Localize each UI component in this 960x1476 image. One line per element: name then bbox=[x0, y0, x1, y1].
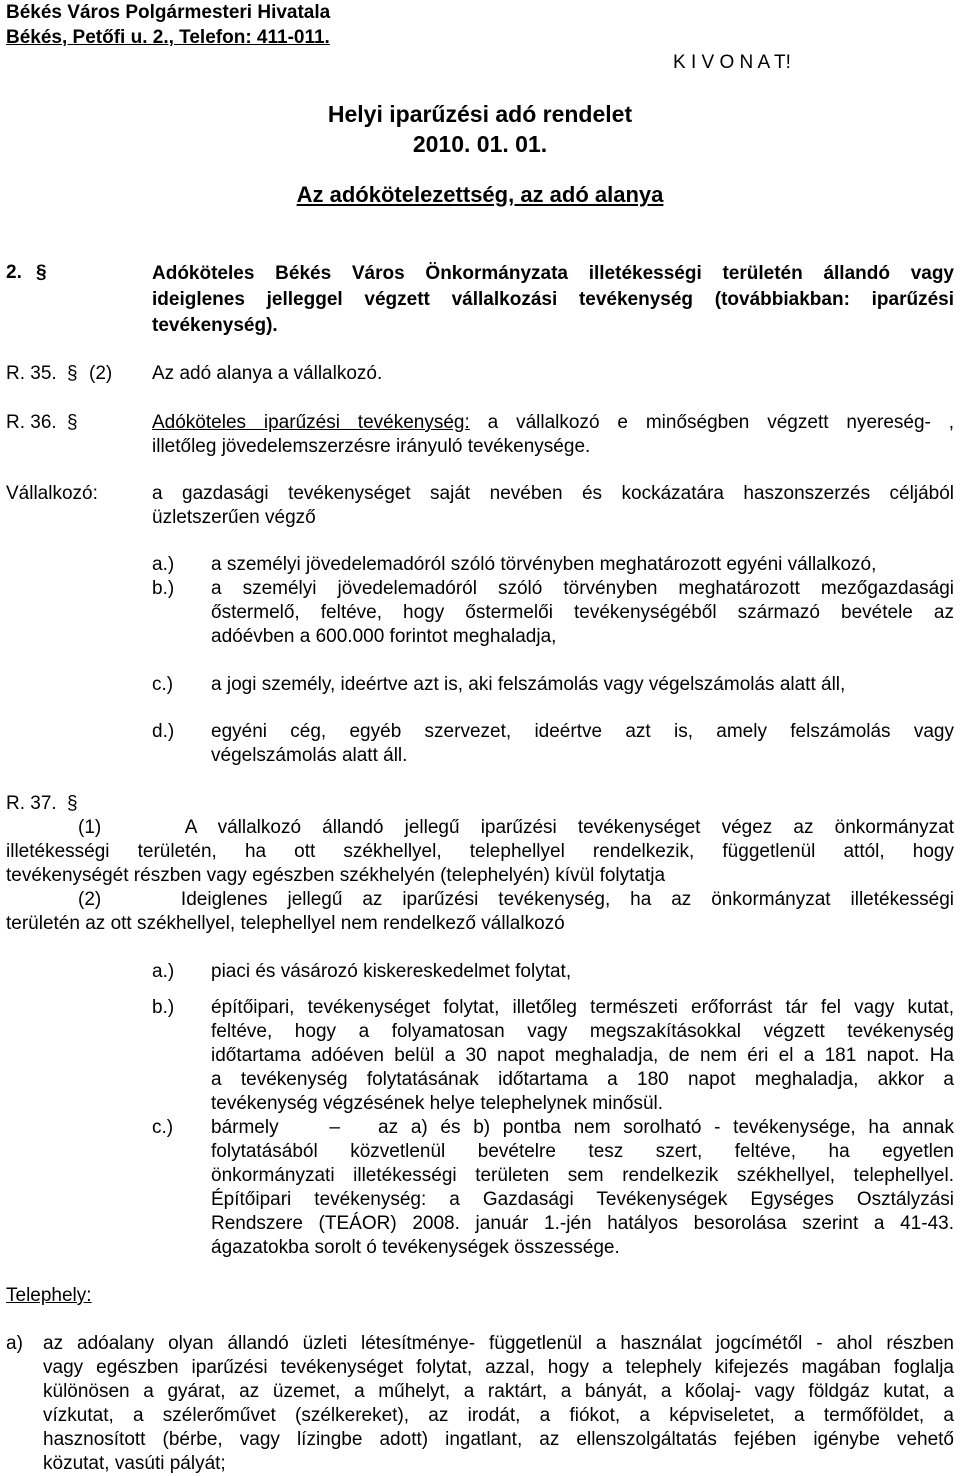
r37-item-b-1: építőipari, tevékenységet folytat, illetőleg természeti erőforrást tár fel vagy kutat, bbox=[211, 997, 954, 1018]
r37-item-b-3: időtartama adóéven belül a 30 napot meghaladja, de nem éri el a 181 napot. Ha bbox=[211, 1045, 954, 1066]
p2-line-1: Adóköteles Békés Város Önkormányzata illetékességi területén állandó vagy bbox=[152, 263, 954, 284]
vallalkozo-item-c-mark: c.) bbox=[152, 674, 174, 695]
r35-section-sign: § bbox=[67, 363, 78, 384]
p2-line-3: tevékenység). bbox=[152, 315, 278, 336]
r37-item-b-mark: b.) bbox=[152, 997, 175, 1018]
telephely-line-4: vízkutat, a szélerőművet (szélkereket), az irodát, a fiókot, a képviseletet, a termőföldet, a bbox=[43, 1405, 954, 1426]
r37-p2-line-1: (2) Ideiglenes jellegű az iparűzési tevékenység, ha az önkormányzat illetékességi bbox=[78, 889, 954, 910]
r37-p2-line-2: területén az ott székhellyel, telephellyel nem rendelkező vállalkozó bbox=[6, 913, 565, 934]
telephely-line-6: közutat, vasúti pályát; bbox=[43, 1453, 226, 1474]
telephely-label: Telephely: bbox=[6, 1285, 92, 1306]
section-heading: Az adókötelezettség, az adó alanya bbox=[296, 182, 664, 207]
r37-item-c-3: önkormányzati illetékességi területen sem rendelkezik székhellyel, telephellyel. bbox=[211, 1165, 954, 1186]
document-title: Helyi iparűzési adó rendelet bbox=[327, 101, 633, 127]
r36-section-sign: § bbox=[67, 412, 78, 433]
vallalkozo-item-d-mark: d.) bbox=[152, 721, 175, 742]
vallalkozo-item-b-1: a személyi jövedelemadóról szóló törvényben meghatározott mezőgazdasági bbox=[211, 578, 954, 599]
vallalkozo-def-2: üzletszerűen végző bbox=[152, 507, 316, 528]
vallalkozo-item-c: a jogi személy, ideértve azt is, aki felszámolás vagy végelszámolás alatt áll, bbox=[211, 674, 846, 695]
vallalkozo-item-d-1: egyéni cég, egyéb szervezet, ideértve azt is, amely felszámolás vagy bbox=[211, 721, 954, 742]
r37-item-c-6: ágazatokba sorolt ó tevékenységek összessége. bbox=[211, 1237, 620, 1258]
r36-line-1-rest: a vállalkozó e minőségben végzett nyereség- , bbox=[487, 412, 955, 433]
r37-ref: R. 37. bbox=[6, 793, 57, 814]
telephely-line-2: vagy egészben iparűzési tevékenységet folytat, azzal, hogy a telephely kifejezés magában foglalja bbox=[43, 1357, 954, 1378]
telephely-line-3: különösen a gyárat, az üzemet, a műhelyt, a raktárt, a bányát, a kőolaj- vagy földgáz kutat, a bbox=[43, 1381, 954, 1402]
r37-p1-line-1: (1) A vállalkozó állandó jellegű iparűzési tevékenységet végez az önkormányzat bbox=[78, 817, 954, 838]
vallalkozo-item-b-3: adóévben a 600.000 forintot meghaladja, bbox=[211, 626, 557, 647]
r37-item-c-1: bármely – az a) és b) pontba nem sorolható - tevékenysége, ha annak bbox=[211, 1117, 954, 1138]
r37-item-c-5: Rendszere (TEÁOR) 2008. január 1.-jén hatályos besorolása szerint a 41-43. bbox=[211, 1213, 954, 1234]
vallalkozo-item-b-2: őstermelő, feltéve, hogy őstermelői tevékenységéből származó bevétele az bbox=[211, 602, 954, 623]
office-address: Békés, Petőfi u. 2., Telefon: 411-011. bbox=[6, 27, 330, 48]
vallalkozo-def-1: a gazdasági tevékenységet saját nevében és kockázatára haszonszerzés céljából bbox=[152, 483, 954, 504]
vallalkozo-item-a-mark: a.) bbox=[152, 554, 175, 575]
r37-item-b-4: a tevékenység folytatásának időtartama a 180 napot meghaladja, akkor a bbox=[211, 1069, 954, 1090]
r36-line-2: illetőleg jövedelemszerzésre irányuló tevékenysége. bbox=[152, 436, 591, 457]
r36-term: Adóköteles iparűzési tevékenység: bbox=[152, 412, 470, 433]
r35-num: (2) bbox=[89, 363, 113, 384]
telephely-line-5: hasznosított (bérbe, vagy lízingbe adott) ingatlant, az ellenszolgáltatás fejében igénybe vehető bbox=[43, 1429, 954, 1450]
section-sign: § bbox=[36, 262, 47, 283]
r37-item-a: piaci és vásározó kiskereskedelmet folytat, bbox=[211, 961, 572, 982]
vallalkozo-item-a: a személyi jövedelemadóról szóló törvényben meghatározott egyéni vállalkozó, bbox=[211, 554, 877, 575]
telephely-mark: a) bbox=[6, 1333, 23, 1354]
document-date: 2010. 01. 01. bbox=[412, 131, 548, 157]
kivonat-label: K I V O N A T! bbox=[673, 52, 791, 73]
r36-line-1 bbox=[152, 411, 954, 435]
r37-item-c-4: Építőipari tevékenység: a Gazdasági Tevékenységek Egységes Osztályzási bbox=[211, 1189, 954, 1210]
r37-item-a-mark: a.) bbox=[152, 961, 175, 982]
telephely-line-1: az adóalany olyan állandó üzleti létesítménye- függetlenül a használat jogcímétől - ahol részben bbox=[43, 1333, 954, 1354]
vallalkozo-item-b-mark: b.) bbox=[152, 578, 175, 599]
office-name: Békés Város Polgármesteri Hivatala bbox=[6, 2, 331, 23]
r37-p1-line-2: illetékességi területén, ha ott székhellyel, telephellyel rendelkezik, függetlenül attól, hogy bbox=[6, 841, 954, 862]
vallalkozo-item-d-2: végelszámolás alatt áll. bbox=[211, 745, 408, 766]
r37-p1-line-3: tevékenységét részben vagy egészben székhelyén (telephelyén) kívül folytatja bbox=[6, 865, 666, 886]
r37-item-c-mark: c.) bbox=[152, 1117, 174, 1138]
vallalkozo-label: Vállalkozó: bbox=[6, 483, 98, 504]
r35-ref: R. 35. bbox=[6, 363, 57, 384]
r35-text: Az adó alanya a vállalkozó. bbox=[152, 363, 383, 384]
r37-item-c-2: folytatásából közvetlenül bevételre tesz szert, feltéve, ha egyetlen bbox=[211, 1141, 954, 1162]
r37-section-sign: § bbox=[67, 793, 78, 814]
paragraph-number: 2. bbox=[6, 262, 22, 283]
r36-ref: R. 36. bbox=[6, 412, 57, 433]
r37-item-b-5: tevékenység végzésének helye telephelynek minősül. bbox=[211, 1093, 664, 1114]
p2-line-2: ideiglenes jelleggel végzett vállalkozási tevékenység (továbbiakban: iparűzési bbox=[152, 289, 954, 310]
r37-item-b-2: feltéve, hogy a folyamatosan vagy megszakításokkal végzett tevékenység bbox=[211, 1021, 954, 1042]
